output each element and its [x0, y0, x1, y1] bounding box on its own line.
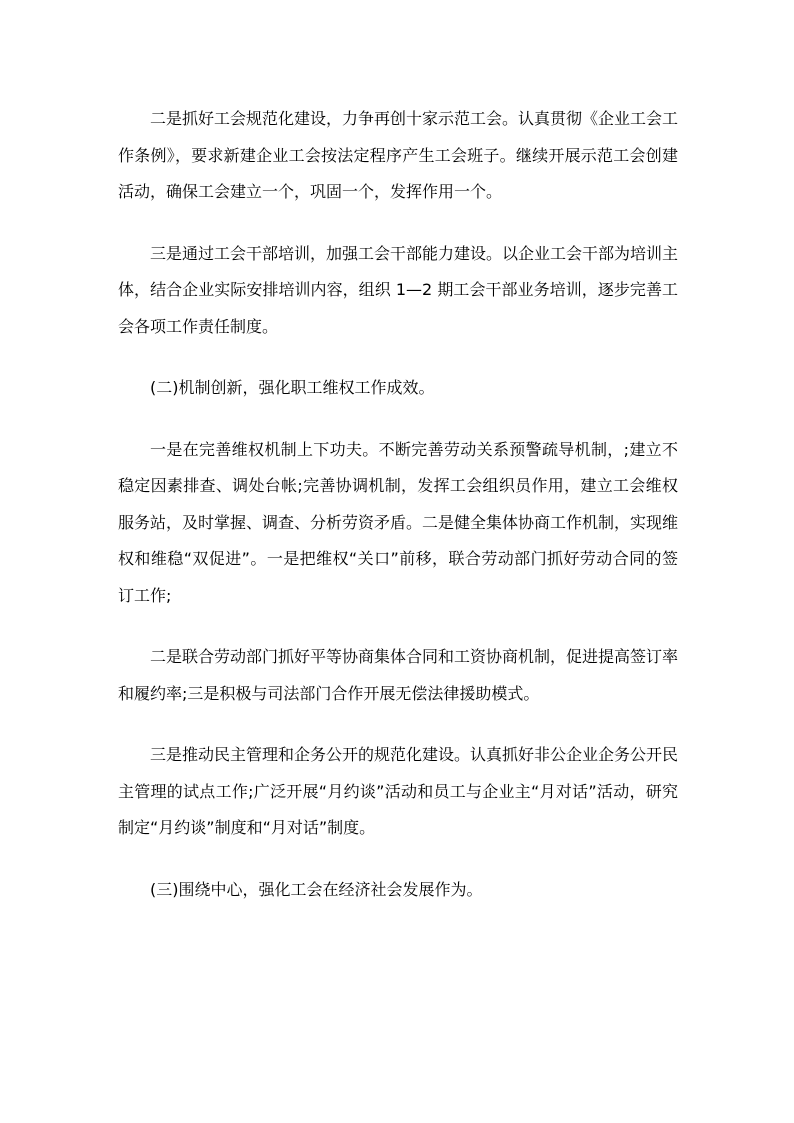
document-page — [118, 101, 678, 933]
section-heading-economic-development: (三)围绕中心，强化工会在经济社会发展作为。 — [150, 879, 483, 899]
paragraph-cadre-training: 三是通过工会干部培训，加强工会干部能力建设。以企业工会干部为培训主体，结合企业实际安排培训内容，组织 1—2 期工会干部业务培训，逐步完善工会各项工作责任制度。 — [118, 243, 679, 336]
paragraph-collective-negotiation: 二是联合劳动部门抓好平等协商集体合同和工资协商机制，促进提高签订率和履约率;三是积极与司法部门合作开展无偿法律援助模式。 — [118, 647, 679, 703]
paragraph-rights-mechanism: 一是在完善维权机制上下功夫。不断完善劳动关系预警疏导机制，;建立不稳定因素排查、调处台帐;完善协调机制，发挥工会组织员作用，建立工会维权服务站，及时掌握、调查、分析劳资矛盾。二是健全集体协商工作机制，实现维权和维稳“双促进”。一是把维权“关口”前移，联合劳动部门抓好劳动合同的签订工作; — [118, 439, 679, 605]
paragraph-democratic-management: 三是推动民主管理和企务公开的规范化建设。认真抓好非公企业企务公开民主管理的试点工作;广泛开展“月约谈”活动和员工与企业主“月对话”活动，研究制定“月约谈”制度和“月对话”制度。 — [118, 745, 679, 837]
section-heading-mechanism-innovation: (二)机制创新，强化职工维权工作成效。 — [150, 378, 435, 397]
paragraph-union-standardization: 二是抓好工会规范化建设，力争再创十家示范工会。认真贯彻《企业工会工作条例》，要求新建企业工会按法定程序产生工会班子。继续开展示范工会创建活动，确保工会建立一个，巩固一个，发挥作用一个。 — [118, 109, 679, 201]
